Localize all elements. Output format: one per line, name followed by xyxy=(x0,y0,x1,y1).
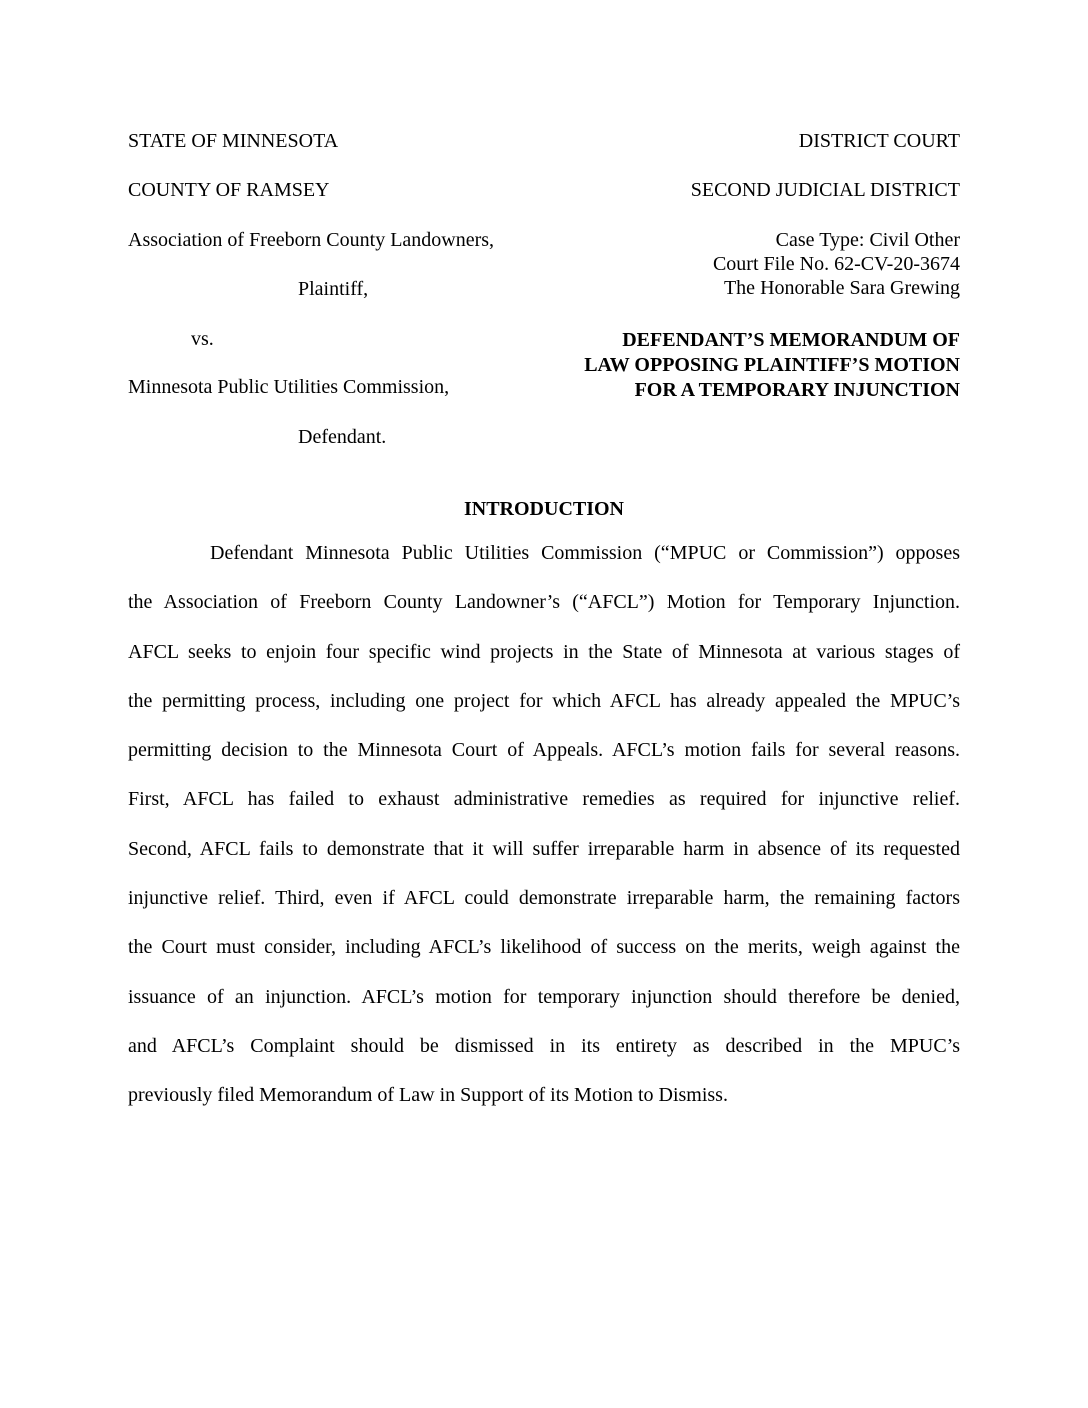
case-info xyxy=(713,228,960,300)
paragraph-line: and AFCL’s Complaint should be dismissed in its entirety as described in the MPUC’s xyxy=(128,1034,960,1057)
defendant-name: Minnesota Public Utilities Commission, xyxy=(128,376,450,398)
paragraph-line: issuance of an injunction. AFCL’s motion for temporary injunction should therefore be denied, xyxy=(128,985,960,1008)
paragraph-line: injunctive relief. Third, even if AFCL could demonstrate irreparable harm, the remaining factors xyxy=(128,887,960,910)
document-title-line: DEFENDANT’S MEMORANDUM OF xyxy=(622,329,960,351)
introduction-paragraph xyxy=(128,541,960,1133)
paragraph-line: Defendant Minnesota Public Utilities Commission (“MPUC or Commission”) opposes xyxy=(210,542,960,564)
document-title-line: LAW OPPOSING PLAINTIFF’S MOTION xyxy=(584,354,960,376)
defendant-role: Defendant. xyxy=(298,426,387,448)
paragraph-line: the permitting process, including one project for which AFCL has already appealed the MPUC’s xyxy=(128,689,960,712)
judicial-district: SECOND JUDICIAL DISTRICT xyxy=(690,179,960,201)
case-type: Case Type: Civil Other xyxy=(775,229,960,251)
court-file-number: Court File No. 62-CV-20-3674 xyxy=(712,253,960,275)
judge-name: The Honorable Sara Grewing xyxy=(723,277,960,299)
plaintiff-role: Plaintiff, xyxy=(298,278,369,300)
paragraph-line: Second, AFCL fails to demonstrate that it will suffer irreparable harm in absence of its requested xyxy=(128,837,960,860)
paragraph-line: AFCL seeks to enjoin four specific wind projects in the State of Minnesota at various stages of xyxy=(128,640,960,663)
paragraph-line: previously filed Memorandum of Law in Support of its Motion to Dismiss. xyxy=(128,1084,728,1107)
paragraph-line: the Court must consider, including AFCL’s likelihood of success on the merits, weigh against the xyxy=(128,936,960,959)
paragraph-line: First, AFCL has failed to exhaust administrative remedies as required for injunctive relief. xyxy=(128,788,960,811)
county-name: COUNTY OF RAMSEY xyxy=(128,179,330,201)
versus-label: vs. xyxy=(191,328,214,350)
state-name: STATE OF MINNESOTA xyxy=(128,130,339,152)
plaintiff-name: Association of Freeborn County Landowners, xyxy=(128,229,495,251)
paragraph-line: the Association of Freeborn County Landowner’s (“AFCL”) Motion for Temporary Injunction. xyxy=(128,591,960,614)
document-title-line: FOR A TEMPORARY INJUNCTION xyxy=(634,379,960,401)
court-name: DISTRICT COURT xyxy=(798,130,960,152)
paragraph-line: permitting decision to the Minnesota Court of Appeals. AFCL’s motion fails for several reasons. xyxy=(128,739,960,762)
document-title xyxy=(584,328,960,403)
section-heading-introduction: INTRODUCTION xyxy=(463,498,625,520)
